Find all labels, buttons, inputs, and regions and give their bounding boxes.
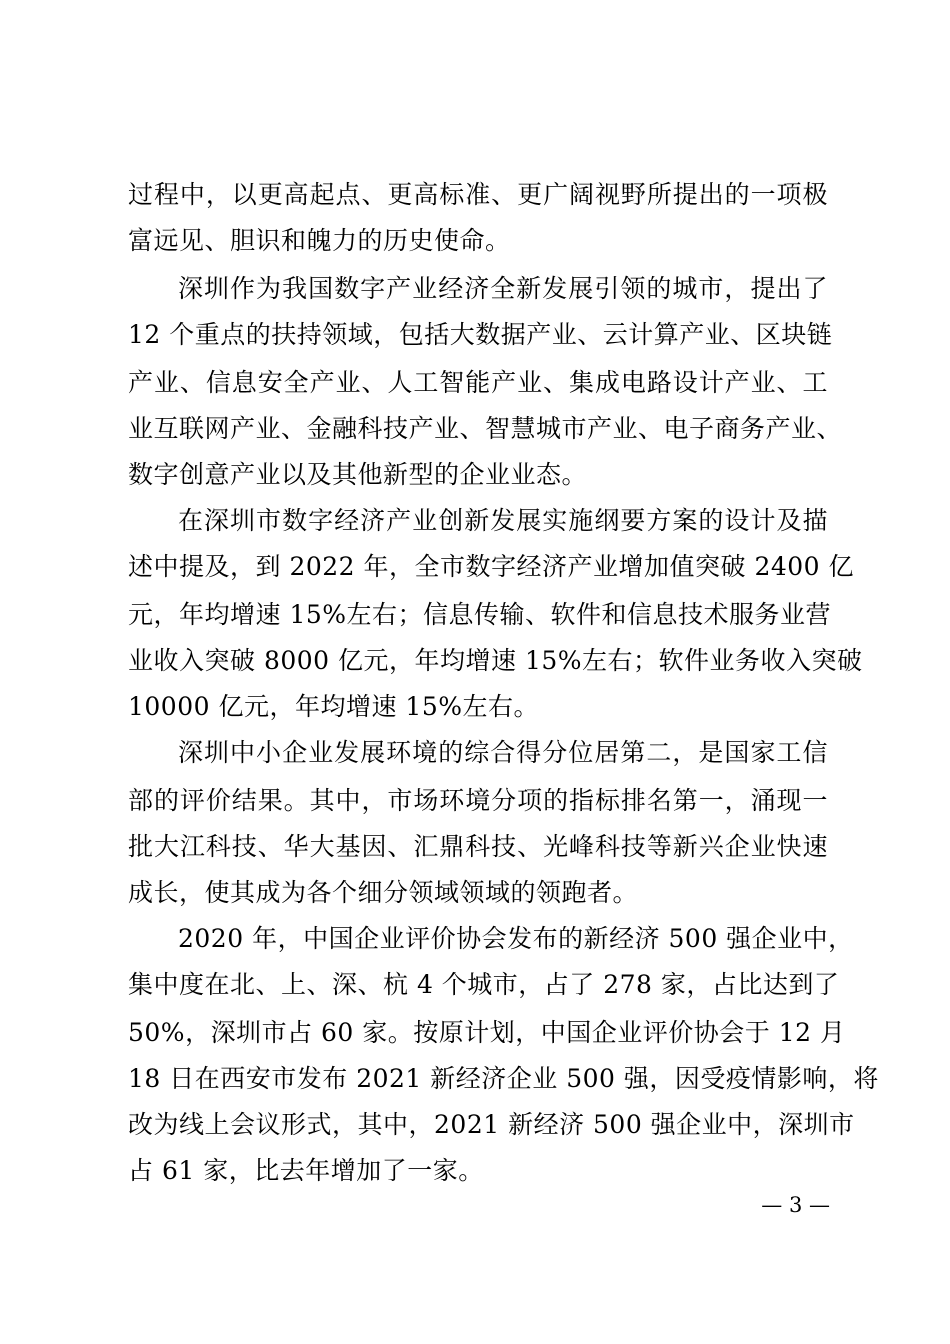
text-line: 部的评价结果。其中，市场环境分项的指标排名第一，涌现一 — [128, 786, 828, 815]
paragraph-first-line: 在深圳市数字经济产业创新发展实施纲要方案的设计及描 — [178, 506, 828, 535]
text-line: 过程中，以更高起点、更高标准、更广阔视野所提出的一项极 — [128, 180, 828, 209]
text-line: 富远见、胆识和魄力的历史使命。 — [128, 226, 511, 255]
text-line: 述中提及，到 2022 年，全市数字经济产业增加值突破 2400 亿 — [128, 552, 855, 581]
paragraph-first-line: 2020 年，中国企业评价协会发布的新经济 500 强企业中， — [178, 924, 854, 953]
text-line: 占 61 家，比去年增加了一家。 — [128, 1156, 484, 1185]
text-line: 产业、信息安全产业、人工智能产业、集成电路设计产业、工 — [128, 368, 828, 397]
text-line: 元，年均增速 15%左右；信息传输、软件和信息技术服务业营 — [128, 600, 832, 629]
text-line: 业互联网产业、金融科技产业、智慧城市产业、电子商务产业、 — [128, 414, 843, 443]
text-line: 批大江科技、华大基因、汇鼎科技、光峰科技等新兴企业快速 — [128, 832, 828, 861]
text-line: 改为线上会议形式，其中，2021 新经济 500 强企业中，深圳市 — [128, 1110, 855, 1139]
text-line: 集中度在北、上、深、杭 4 个城市，占了 278 家，占比达到了 — [128, 970, 840, 999]
text-line: 业收入突破 8000 亿元，年均增速 15%左右；软件业务收入突破 — [128, 646, 863, 675]
paragraph-first-line: 深圳作为我国数字产业经济全新发展引领的城市，提出了 — [178, 274, 828, 303]
page-number: — 3 — — [761, 1193, 830, 1217]
text-line: 12 个重点的扶持领域，包括大数据产业、云计算产业、区块链 — [128, 320, 833, 349]
paragraph-first-line: 深圳中小企业发展环境的综合得分位居第二，是国家工信 — [178, 738, 828, 767]
text-line: 10000 亿元，年均增速 15%左右。 — [128, 692, 539, 721]
text-line: 数字创意产业以及其他新型的企业业态。 — [128, 460, 588, 489]
text-line: 成长，使其成为各个细分领域领域的领跑者。 — [128, 878, 639, 907]
text-line: 50%，深圳市占 60 家。按原计划，中国企业评价协会于 12 月 — [128, 1018, 846, 1047]
text-line: 18 日在西安市发布 2021 新经济企业 500 强，因受疫情影响，将 — [128, 1064, 879, 1093]
